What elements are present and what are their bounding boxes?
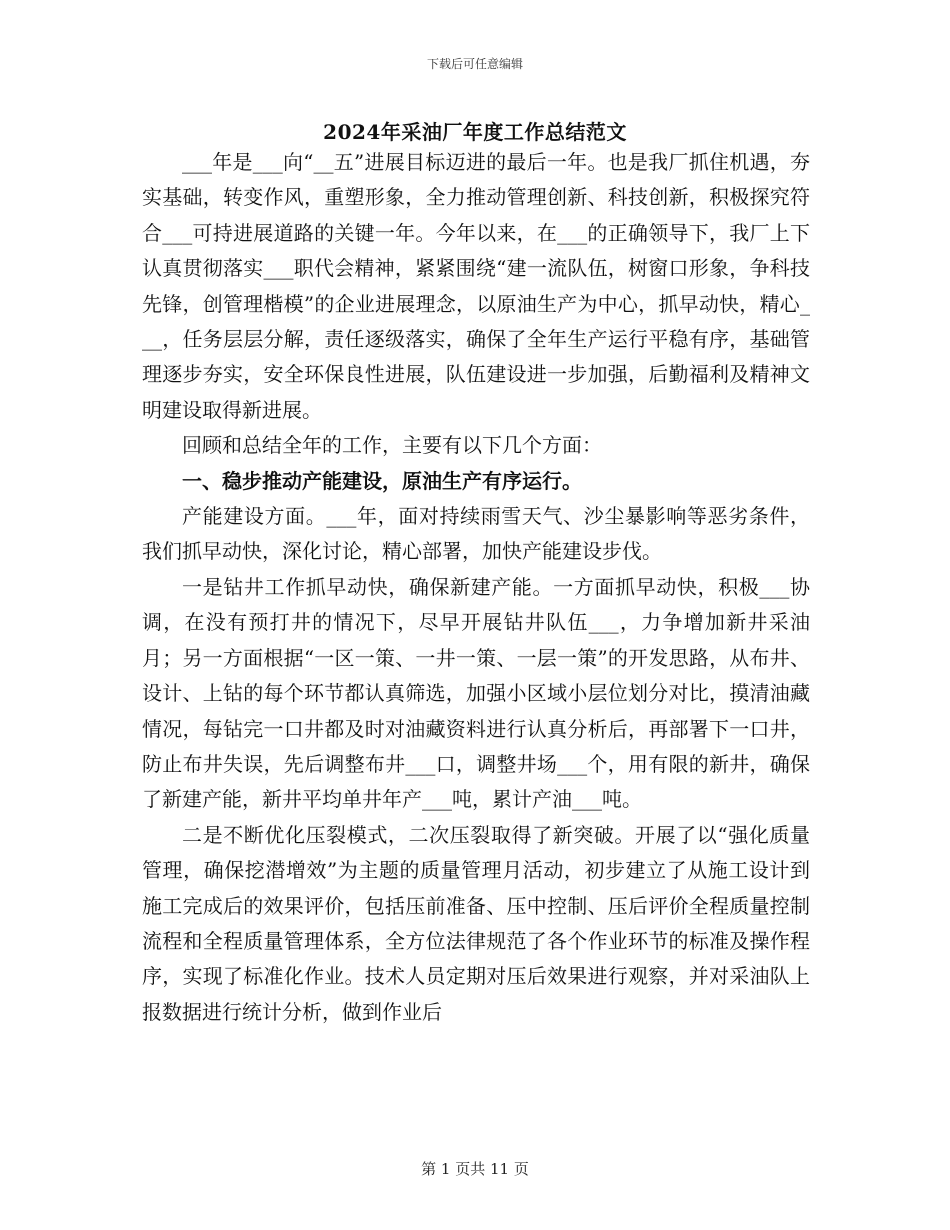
paragraph-capacity: 产能建设方面。___年，面对持续雨雪天气、沙尘暴影响等恶劣条件，我们抓早动快，深化讨论，精心部署，加快产能建设步伐。 bbox=[142, 504, 810, 564]
paragraph-intro: ___年是___向“__五”进展目标迈进的最后一年。也是我厂抓住机遇，夯实基础，转变作风，重塑形象，全力推动管理创新、科技创新，积极探究符合___可持进展道路的关键一年。今年以来，在___的正确领导下，我厂上下认真贯彻落实___职代会精神，紧紧围绕“建一流队伍，树窗口形象，争科技先锋，创管理楷模”的企业进展理念，以原油生产为中心，抓早动快，精心___，任务层层分解，责任逐级落实，确保了全年生产运行平稳有序，基础管理逐步夯实，安全环保良性进展，队伍建设进一步加强，后勤福利及精神文明建设取得新进展。 bbox=[142, 150, 810, 422]
page-header-note: 下载后可任意编辑 bbox=[426, 57, 523, 71]
paragraph-fracturing: 二是不断优化压裂模式，二次压裂取得了新突破。开展了以“强化质量管理，确保挖潜增效”为主题的质量管理月活动，初步建立了从施工设计到施工完成后的效果评价，包括压前准备、压中控制、压后评价全程质量控制流程和全程质量管理体系，全方位法律规范了各个作业环节的标准及操作程序，实现了标准化作业。技术人员定期对压后效果进行观察，并对采油队上报数据进行统计分析，做到作业后 bbox=[142, 822, 810, 1024]
paragraph-review: 回顾和总结全年的工作，主要有以下几个方面： bbox=[182, 433, 602, 458]
page-footer-number: 第 1 页共 11 页 bbox=[421, 1160, 529, 1178]
section-heading-1: 一、稳步推动产能建设，原油生产有序运行。 bbox=[182, 468, 582, 493]
document-title: 2024年采油厂年度工作总结范文 bbox=[323, 120, 627, 144]
paragraph-drilling: 一是钻井工作抓早动快，确保新建产能。一方面抓早动快，积极___协调，在没有预打井的情况下，尽早开展钻井队伍___，力争增加新井采油月；另一方面根据“一区一策、一井一策、一层一策”的开发思路，从布井、设计、上钻的每个环节都认真筛选，加强小区域小层位划分对比，摸清油藏情况，每钻完一口井都及时对油藏资料进行认真分析后，再部署下一口井，防止布井失误，先后调整布井___口，调整井场___个，用有限的新井，确保了新建产能，新井平均单井年产___吨，累计产油___吨。 bbox=[142, 574, 810, 812]
document-body bbox=[142, 145, 810, 1030]
